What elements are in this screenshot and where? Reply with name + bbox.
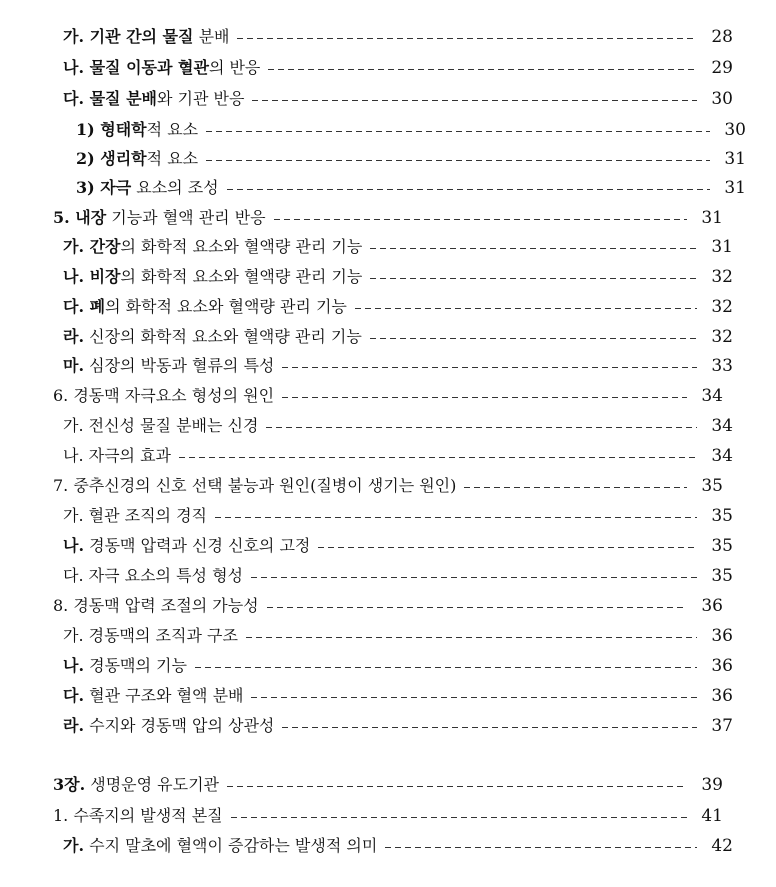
toc-page-number: 35 [711, 506, 733, 526]
dot-leader [206, 144, 710, 174]
toc-page-number: 35 [701, 476, 723, 496]
toc-entry-title: 8. 경동맥 압력 조절의 가능성 [53, 596, 259, 615]
dot-leader [268, 53, 697, 83]
toc-entry [0, 232, 763, 262]
toc-entry [0, 292, 763, 322]
dot-leader [282, 381, 687, 411]
toc-entry [0, 621, 763, 651]
toc-chapter-entry [0, 770, 753, 800]
dot-leader [252, 84, 697, 114]
toc-entry [0, 831, 763, 861]
dot-leader [231, 801, 687, 831]
toc-page-number: 30 [711, 89, 733, 109]
toc-entry [0, 53, 763, 83]
toc-page-number: 33 [711, 356, 733, 376]
toc-page-number: 31 [701, 208, 723, 228]
dot-leader [227, 173, 710, 203]
dot-leader [267, 591, 687, 621]
toc-page-number: 28 [711, 27, 733, 47]
toc-page-number: 36 [711, 656, 733, 676]
toc-entry-title: 5. 내장 기능과 혈액 관리 반응 [53, 208, 266, 227]
toc-entry [0, 501, 763, 531]
toc-entry-title: 다. 자극 요소의 특성 형성 [63, 566, 243, 585]
toc-entry-title: 나. 비장의 화학적 요소와 혈액량 관리 기능 [63, 267, 363, 286]
toc-entry [0, 681, 763, 711]
dot-leader [251, 681, 697, 711]
toc-page-number: 36 [711, 626, 733, 646]
dot-leader [370, 322, 697, 352]
toc-page-number: 32 [711, 327, 733, 347]
dot-leader [179, 441, 697, 471]
dot-leader [318, 531, 697, 561]
toc-entry-title: 가. 수지 말초에 혈액이 증감하는 발생적 의미 [63, 836, 378, 855]
toc-entry-title: 1) 형태학적 요소 [76, 120, 199, 139]
dot-leader [227, 770, 687, 800]
toc-entry-title: 가. 전신성 물질 분배는 신경 [63, 416, 259, 435]
toc-page-number: 32 [711, 267, 733, 287]
toc-page-number: 41 [701, 806, 723, 826]
toc-page-number: 42 [711, 836, 733, 856]
toc-entry [0, 22, 763, 52]
toc-page-number: 31 [711, 237, 733, 257]
dot-leader [266, 411, 697, 441]
dot-leader [215, 501, 697, 531]
toc-entry-title: 라. 수지와 경동맥 압의 상관성 [63, 716, 275, 735]
toc-entry [0, 381, 753, 411]
toc-entry-title: 2) 생리학적 요소 [76, 149, 199, 168]
dot-leader [237, 22, 697, 52]
toc-page-number: 36 [711, 686, 733, 706]
toc-entry [0, 651, 763, 681]
toc-entry [0, 561, 763, 591]
toc-entry-title: 3장. 생명운영 유도기관 [53, 775, 219, 794]
toc-entry-title: 라. 신장의 화학적 요소와 혈액량 관리 기능 [63, 327, 362, 346]
toc-entry-title: 3) 자극 요소의 조성 [76, 178, 219, 197]
toc-entry-title: 나. 물질 이동과 혈관의 반응 [63, 58, 261, 77]
toc-entry-title: 다. 폐의 화학적 요소와 혈액량 관리 기능 [63, 297, 347, 316]
toc-entry [0, 84, 763, 114]
dot-leader [355, 292, 697, 322]
toc-entry-title: 다. 물질 분배와 기관 반응 [63, 89, 245, 108]
toc-entry [0, 441, 763, 471]
toc-entry-title: 나. 경동맥 압력과 신경 신호의 고정 [63, 536, 311, 555]
dot-leader [251, 561, 697, 591]
toc-entry [0, 711, 763, 741]
toc-entry [0, 144, 776, 174]
toc-page-number: 30 [724, 120, 746, 140]
toc-page-number: 32 [711, 297, 733, 317]
dot-leader [385, 831, 697, 861]
toc-entry-title: 나. 경동맥의 기능 [63, 656, 187, 675]
toc-page-number: 34 [711, 416, 733, 436]
toc-entry [0, 115, 776, 145]
dot-leader [282, 711, 697, 741]
toc-entry-title: 가. 경동맥의 조직과 구조 [63, 626, 238, 645]
toc-page-number: 31 [724, 178, 746, 198]
toc-entry [0, 531, 763, 561]
toc-entry-title: 나. 자극의 효과 [63, 446, 171, 465]
toc-page-number: 36 [701, 596, 723, 616]
toc-page-number: 35 [711, 536, 733, 556]
dot-leader [206, 115, 710, 145]
toc-page-number: 35 [711, 566, 733, 586]
dot-leader [246, 621, 697, 651]
toc-entry-title: 다. 혈관 구조와 혈액 분배 [63, 686, 244, 705]
toc-entry [0, 173, 776, 203]
dot-leader [274, 203, 687, 233]
toc-entry-title: 가. 혈관 조직의 경직 [63, 506, 207, 525]
toc-entry [0, 322, 763, 352]
toc-entry [0, 801, 753, 831]
toc-entry [0, 591, 753, 621]
toc-entry [0, 262, 763, 292]
toc-entry-title: 6. 경동맥 자극요소 형성의 원인 [53, 386, 275, 405]
toc-page-number: 31 [724, 149, 746, 169]
dot-leader [370, 232, 697, 262]
toc-page-number: 34 [701, 386, 723, 406]
toc-entry-title: 마. 심장의 박동과 혈류의 특성 [63, 356, 275, 375]
toc-entry-title: 7. 중추신경의 신호 선택 불능과 원인(질병이 생기는 원인) [53, 476, 457, 495]
toc-page-number: 34 [711, 446, 733, 466]
toc-page-number: 37 [711, 716, 733, 736]
dot-leader [282, 351, 697, 381]
toc-page-number: 29 [711, 58, 733, 78]
toc-entry-title: 1. 수족지의 발생적 본질 [53, 806, 223, 825]
toc-entry [0, 351, 763, 381]
toc-entry [0, 203, 753, 233]
dot-leader [370, 262, 697, 292]
dot-leader [464, 471, 687, 501]
toc-entry-title: 가. 기관 간의 물질 분배 [63, 27, 230, 46]
toc-entry [0, 471, 753, 501]
dot-leader [195, 651, 697, 681]
toc-page-number: 39 [701, 775, 723, 795]
toc-entry [0, 411, 763, 441]
toc-entry-title: 가. 간장의 화학적 요소와 혈액량 관리 기능 [63, 237, 363, 256]
